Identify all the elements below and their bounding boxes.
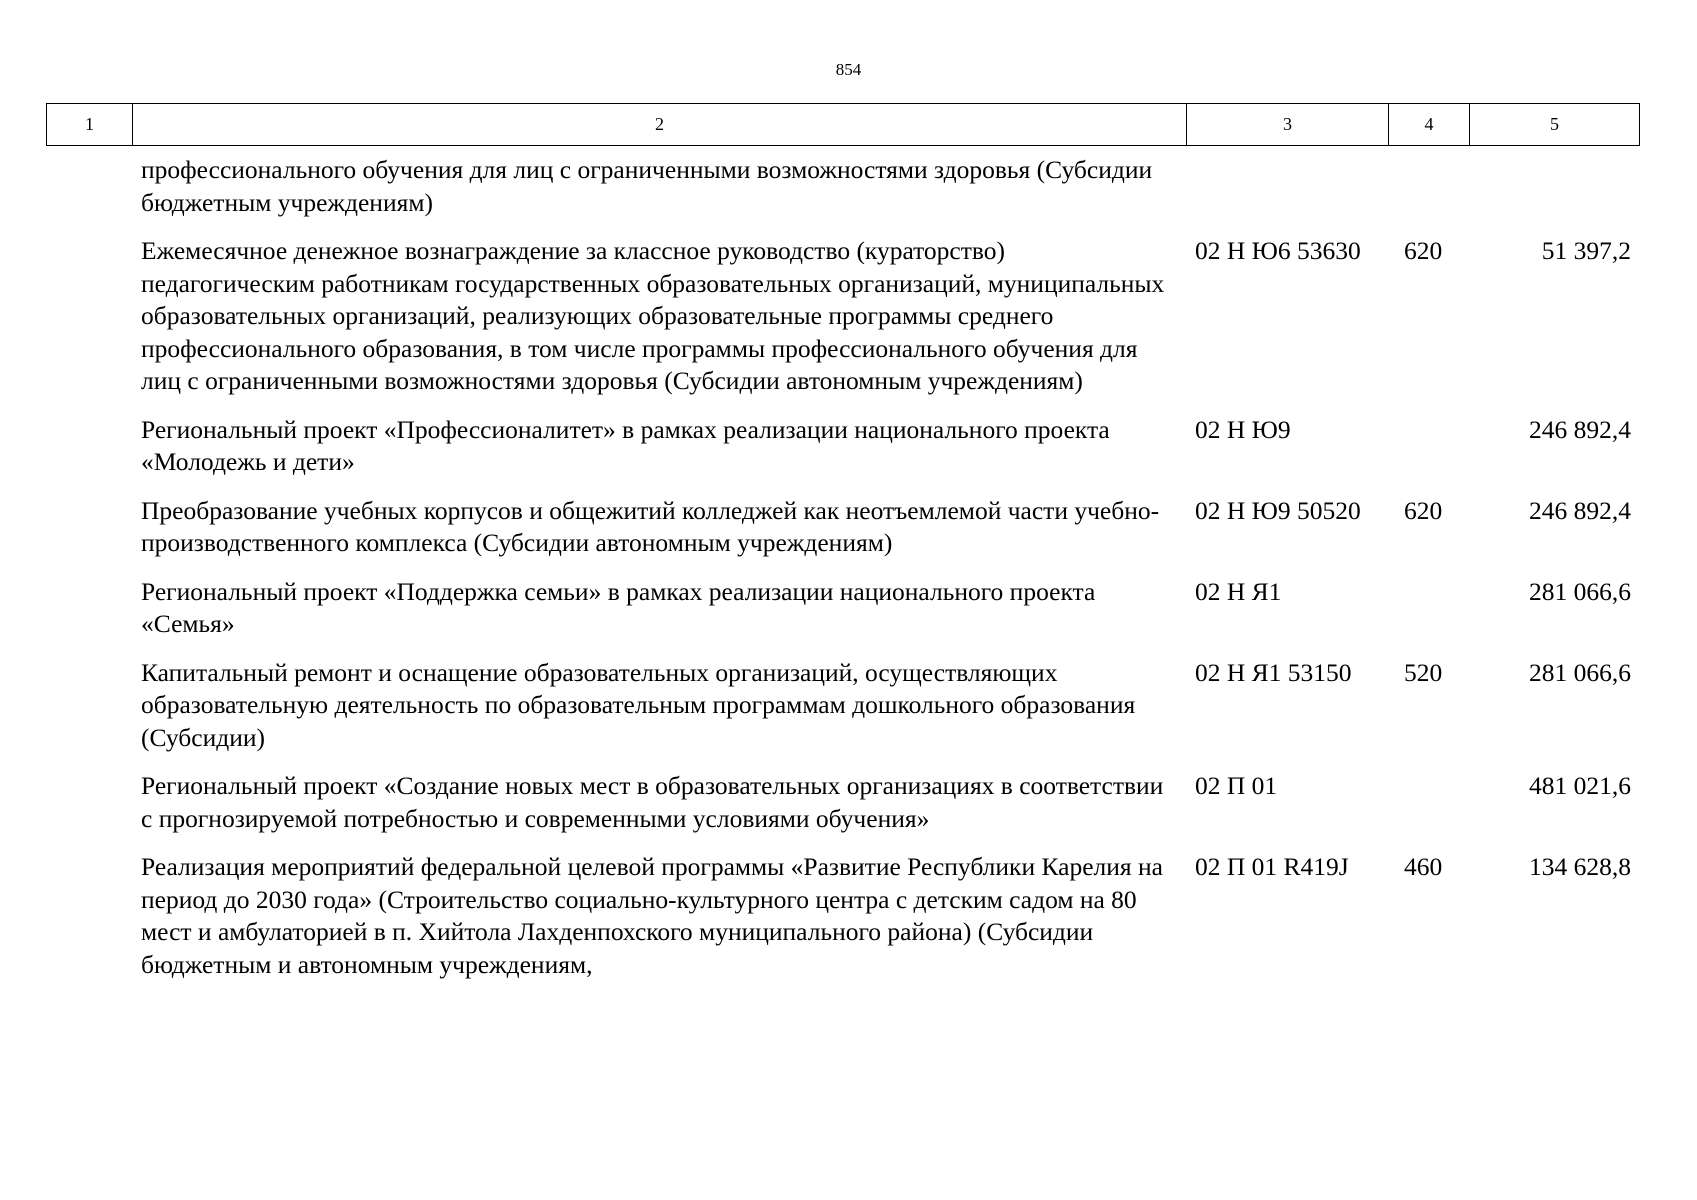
- row-type: [1388, 414, 1469, 495]
- row-amount: 246 892,4: [1529, 495, 1631, 525]
- table-row: [46, 235, 1639, 414]
- header-col-3: 3: [1187, 104, 1389, 146]
- budget-table-body: [46, 154, 1639, 997]
- row-amount: 281 066,6: [1529, 576, 1631, 606]
- page-number: 854: [835, 60, 862, 79]
- table-row: [46, 154, 1639, 235]
- table-row: [46, 770, 1639, 851]
- row-type: [1388, 576, 1469, 657]
- row-code: 02 Н Ю6 53630: [1195, 236, 1361, 265]
- row-name: Региональный проект «Создание новых мест в образовательных организациях в соответствии с прогнозируемой потребностью и современными условиями обучения»: [141, 771, 1164, 833]
- row-code: 02 Н Я1 53150: [1195, 657, 1352, 687]
- table-row: [46, 576, 1639, 657]
- header-col-5: 5: [1470, 104, 1640, 146]
- row-type: 620: [1404, 495, 1443, 525]
- row-type: 620: [1404, 236, 1443, 265]
- row-code: 02 Н Ю9 50520: [1195, 495, 1361, 525]
- row-type: 460: [1404, 852, 1443, 881]
- header-col-4: 4: [1389, 104, 1470, 146]
- row-amount: 281 066,6: [1529, 657, 1631, 687]
- header-col-1: 1: [47, 104, 133, 146]
- row-amount: 51 397,2: [1541, 236, 1631, 265]
- header-row: [47, 104, 1640, 146]
- row-type: 520: [1404, 657, 1443, 687]
- table-row: [46, 851, 1639, 997]
- row-name: Реализация мероприятий федеральной целевой программы «Развитие Республики Карелия на период до 2030 года» (Строительство социально-культурного центра с детским садом на 80 мест и амбулаторией в п. Хийтола Лахденпохского муниципального района) (Субсидии бюджетным и автономным учреждениям,: [141, 852, 1163, 979]
- row-type: [1388, 770, 1469, 851]
- row-code: 02 Н Ю9: [1195, 414, 1291, 444]
- row-name: Капитальный ремонт и оснащение образовательных организаций, осуществляющих образовательную деятельность по образовательным программам дошкольного образования (Субсидии): [141, 657, 1136, 752]
- row-code: 02 П 01: [1195, 771, 1278, 800]
- row-code: [1186, 154, 1388, 235]
- row-code: 02 Н Я1: [1195, 576, 1282, 606]
- row-name: Региональный проект «Поддержка семьи» в рамках реализации национального проекта «Семья»: [141, 576, 1096, 638]
- table-row: [46, 657, 1639, 771]
- row-name: Преобразование учебных корпусов и общежитий колледжей как неотъемлемой части учебно-производственного комплекса (Субсидии автономным учреждениям): [141, 495, 1160, 557]
- row-name: Ежемесячное денежное вознаграждение за классное руководство (кураторство) педагогическим работникам государственных образовательных организаций, муниципальных образовательных организаций, реализующих образовательные программы среднего профессионального образования, в том числе программы профессионального обучения для лиц с ограниченными возможностями здоровья (Субсидии автономным учреждениям): [141, 236, 1165, 395]
- row-code: 02 П 01 R419J: [1195, 852, 1349, 881]
- row-name: Региональный проект «Профессионалитет» в рамках реализации национального проекта «Молодежь и дети»: [141, 414, 1110, 476]
- table-row: [46, 414, 1639, 495]
- row-name: профессионального обучения для лиц с ограниченными возможностями здоровья (Субсидии бюджетным учреждениям): [141, 155, 1153, 217]
- row-amount: 481 021,6: [1529, 771, 1631, 800]
- table-header: [46, 103, 1640, 146]
- row-amount: 246 892,4: [1529, 414, 1631, 444]
- row-amount: [1469, 154, 1639, 235]
- row-type: [1388, 154, 1469, 235]
- table-row: [46, 495, 1639, 576]
- row-amount: 134 628,8: [1529, 852, 1631, 881]
- header-col-2: 2: [133, 104, 1187, 146]
